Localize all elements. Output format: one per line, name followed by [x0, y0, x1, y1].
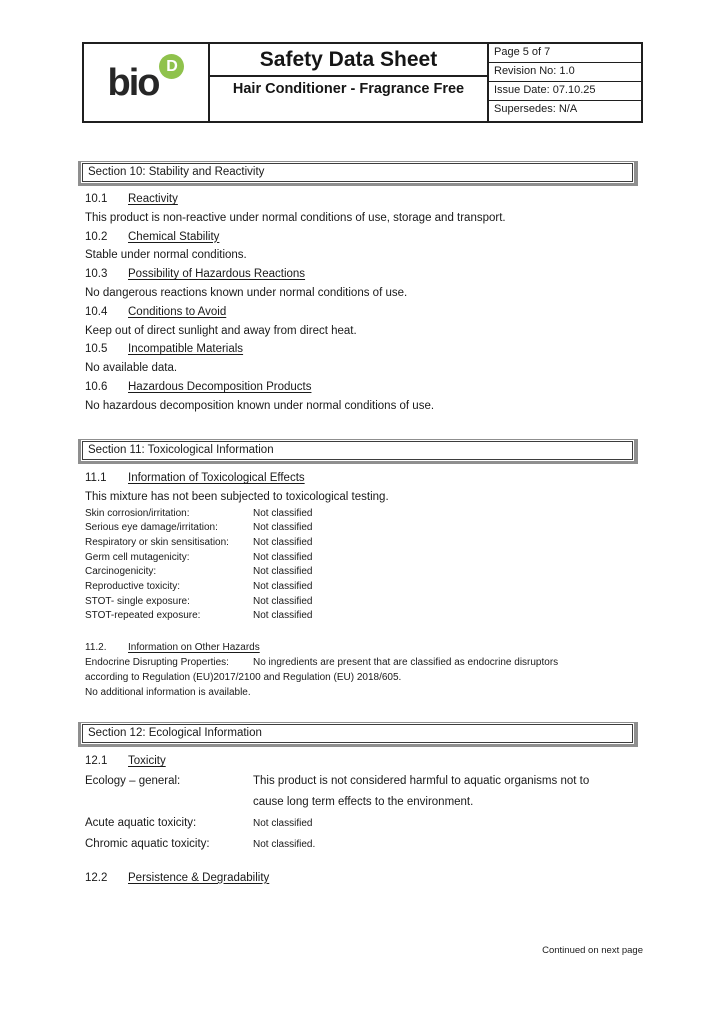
spacer	[85, 624, 643, 640]
subsection-number: 12.2	[85, 871, 108, 884]
subsection-number: 11.2.	[85, 641, 107, 653]
tox-row	[85, 536, 643, 551]
supersedes: Supersedes: N/A	[494, 103, 578, 115]
tox-row	[85, 565, 643, 580]
tox-value: Not classified	[253, 580, 313, 592]
logo-d-badge: D	[159, 54, 184, 79]
eco-label: Acute aquatic toxicity:	[85, 816, 197, 829]
tox-row	[85, 595, 643, 610]
endocrine-line: No additional information is available.	[85, 686, 251, 698]
subsection-number: 10.5	[85, 343, 108, 356]
subsection-body: Keep out of direct sunlight and away from direct heat.	[85, 324, 357, 337]
tox-label: Serious eye damage/irritation:	[85, 522, 218, 534]
eco-value-line: This product is not considered harmful to aquatic organisms not to	[253, 774, 590, 787]
subsection-heading	[85, 340, 643, 359]
tox-label: Carcinogenicity:	[85, 566, 157, 578]
subsection-title: Incompatible Materials	[128, 343, 244, 356]
subsection-heading	[85, 640, 643, 655]
section-11-bar	[78, 439, 638, 464]
section-10-content	[85, 190, 643, 416]
subsection-number: 10.2	[85, 230, 108, 243]
section-11-content	[85, 469, 643, 700]
tox-row	[85, 580, 643, 595]
tox-label: Reproductive toxicity:	[85, 580, 181, 592]
tox-value: Not classified	[253, 522, 313, 534]
eco-value: Not classified.	[253, 839, 316, 851]
eco-value: Not classified	[253, 817, 313, 829]
subsection-heading	[85, 303, 643, 322]
title-cell	[210, 44, 489, 121]
tox-value: Not classified	[253, 566, 313, 578]
subsection-title: Hazardous Decomposition Products	[128, 380, 312, 393]
document-title: Safety Data Sheet	[210, 44, 487, 77]
eco-value	[253, 771, 589, 813]
subsection-title: Information on Other Hazards	[128, 641, 260, 653]
subsection-number: 10.6	[85, 380, 108, 393]
eco-label: Ecology – general:	[85, 774, 181, 787]
subsection-body: No available data.	[85, 362, 178, 375]
issue-date: Issue Date: 07.10.25	[489, 82, 641, 101]
subsection-title: Persistence & Degradability	[128, 871, 270, 884]
revision-number: Revision No: 1.0	[489, 63, 641, 82]
section-11-title: Section 11: Toxicological Information	[82, 441, 633, 460]
subsection-body: This product is non-reactive under normal conditions of use, storage and transport.	[85, 211, 506, 224]
tox-label: Skin corrosion/irritation:	[85, 507, 190, 519]
subsection-number: 12.1	[85, 755, 108, 767]
product-name: Hair Conditioner - Fragrance Free	[232, 81, 465, 97]
subsection-heading	[85, 265, 643, 284]
subsection-heading	[85, 469, 643, 488]
eco-value-line: cause long term effects to the environment.	[253, 795, 474, 808]
section-12-bar	[78, 722, 638, 747]
continued-note: Continued on next page	[542, 945, 643, 956]
subsection-number: 10.3	[85, 268, 108, 281]
subsection-body: Stable under normal conditions.	[85, 249, 247, 262]
subsection-number: 10.1	[85, 193, 108, 205]
header-table	[82, 42, 643, 123]
tox-value: Not classified	[253, 536, 313, 548]
tox-row	[85, 521, 643, 536]
endocrine-label: Endocrine Disrupting Properties:	[85, 656, 229, 668]
subsection-title: Possibility of Hazardous Reactions	[128, 268, 306, 281]
subsection-heading	[85, 752, 643, 771]
section-12-content	[85, 752, 643, 888]
subsection-title: Information of Toxicological Effects	[128, 472, 305, 484]
page-number: Page 5 of 7	[489, 44, 641, 63]
section-10-title: Section 10: Stability and Reactivity	[82, 163, 633, 182]
eco-row	[85, 813, 643, 835]
subsection-number: 10.4	[85, 305, 108, 318]
eco-label: Chromic aquatic toxicity:	[85, 838, 210, 851]
endocrine-text: No ingredients are present that are classified as endocrine disruptors	[253, 656, 559, 668]
section-12-title: Section 12: Ecological Information	[82, 724, 633, 743]
tox-row	[85, 551, 643, 566]
tox-label: Germ cell mutagenicity:	[85, 551, 190, 563]
tox-value: Not classified	[253, 507, 313, 519]
tox-value: Not classified	[253, 610, 313, 622]
endocrine-line: according to Regulation (EU)2017/2100 and Regulation (EU) 2018/605.	[85, 671, 402, 683]
subsection-body: This mixture has not been subjected to toxicological testing.	[85, 490, 389, 503]
tox-row	[85, 507, 643, 522]
subsection-heading	[85, 869, 643, 888]
section-10-bar	[78, 161, 638, 186]
logo-wordmark: bio	[107, 61, 159, 104]
tox-label: STOT-repeated exposure:	[85, 610, 201, 622]
eco-row	[85, 771, 643, 813]
tox-label: Respiratory or skin sensitisation:	[85, 536, 229, 548]
subsection-heading	[85, 378, 643, 397]
spacer	[85, 856, 643, 869]
subsection-heading	[85, 190, 643, 209]
tox-label: STOT- single exposure:	[85, 595, 190, 607]
subsection-body: No dangerous reactions known under normal conditions of use.	[85, 286, 408, 299]
subsection-number: 11.1	[85, 472, 107, 484]
tox-row	[85, 609, 643, 624]
brand-logo	[107, 57, 185, 104]
tox-value: Not classified	[253, 595, 313, 607]
subsection-title: Conditions to Avoid	[128, 305, 227, 318]
logo-cell	[84, 44, 210, 121]
eco-row	[85, 834, 643, 856]
tox-value: Not classified	[253, 551, 313, 563]
subsection-body: No hazardous decomposition known under normal conditions of use.	[85, 399, 435, 412]
endocrine-line	[85, 655, 643, 670]
subsection-title: Chemical Stability	[128, 230, 220, 243]
subsection-heading	[85, 228, 643, 247]
meta-cell	[489, 44, 641, 121]
subsection-title: Reactivity	[128, 193, 178, 205]
subsection-title: Toxicity	[128, 755, 166, 767]
